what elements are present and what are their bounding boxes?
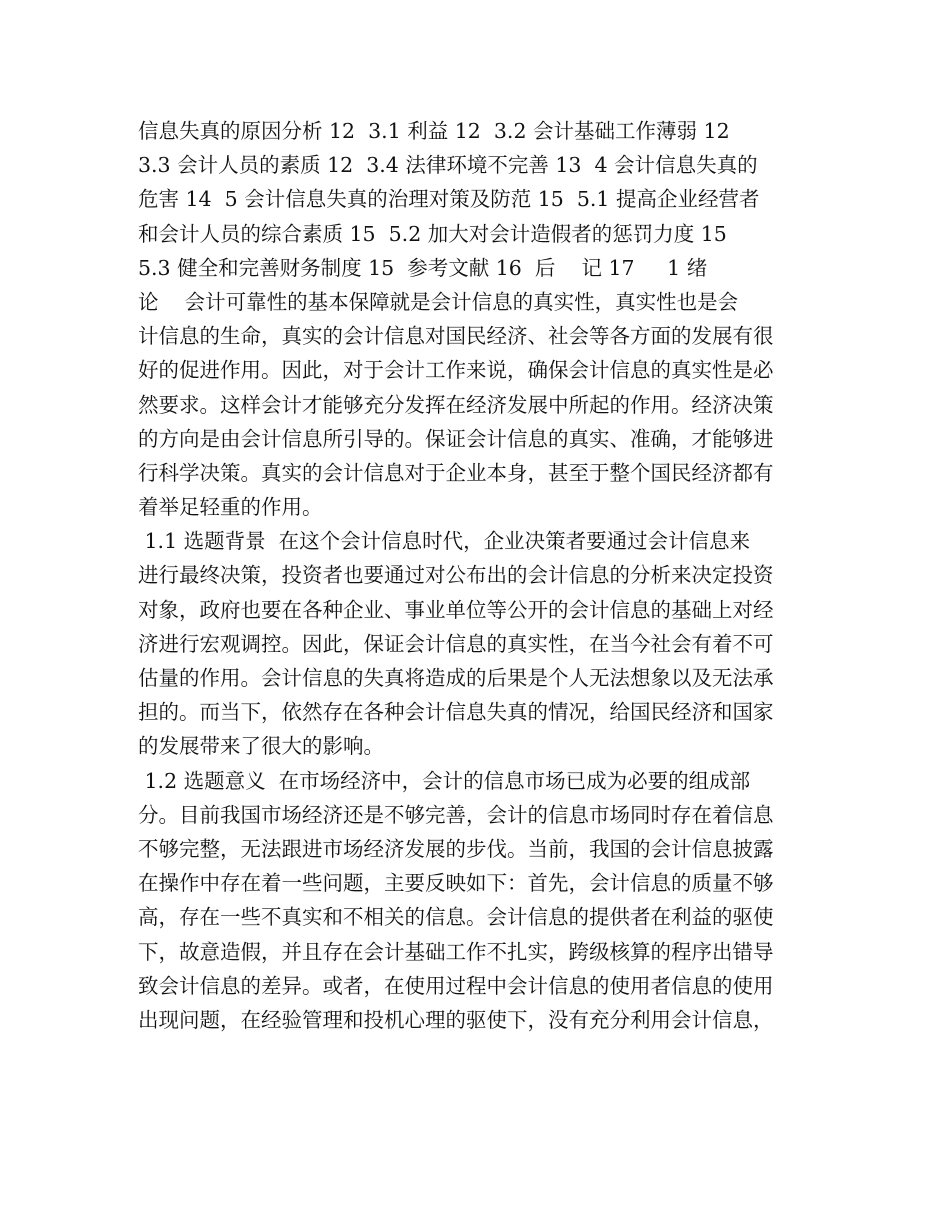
- document-body: [138, 114, 818, 1037]
- text-line: 在操作中存在着一些问题，主要反映如下：首先，会计信息的质量不够: [138, 871, 774, 896]
- text-line: 5.3 健全和完善财务制度 15 参考文献 16 后 记 17 1 绪: [138, 255, 708, 280]
- text-line: 估量的作用。会计信息的失真将造成的后果是个人无法想象以及无法承: [138, 666, 774, 690]
- text-line: 分。目前我国市场经济还是不够完善，会计的信息市场同时存在着信息: [138, 802, 774, 827]
- text-line: 好的促进作用。因此，对于会计工作来说，确保会计信息的真实性是必: [138, 358, 774, 383]
- text-line: 的方向是由会计信息所引导的。保证会计信息的真实、准确，才能够进: [138, 426, 774, 451]
- text-line: 3.3 会计人员的素质 12 3.4 法律环境不完善 13 4 会计信息失真的: [138, 153, 758, 178]
- text-line: 1.2 选题意义 在市场经济中，会计的信息市场已成为必要的组成部: [138, 768, 751, 793]
- text-line: 对象，政府也要在各种企业、事业单位等公开的会计信息的基础上对经: [138, 597, 774, 622]
- text-line: 1.1 选题背景 在这个会计信息时代，企业决策者要通过会计信息来: [138, 529, 751, 554]
- text-line: 然要求。这样会计才能够充分发挥在经济发展中所起的作用。经济决策: [138, 392, 774, 417]
- text-line: 和会计人员的综合素质 15 5.2 加大对会计造假者的惩罚力度 15: [138, 221, 727, 246]
- text-line: 济进行宏观调控。因此，保证会计信息的真实性，在当今社会有着不可: [138, 631, 774, 656]
- text-line: 危害 14 5 会计信息失真的治理对策及防范 15 5.1 提高企业经营者: [138, 187, 760, 212]
- text-line: 的发展带来了很大的影响。: [138, 734, 384, 759]
- text-line: 论 会计可靠性的基本保障就是会计信息的真实性，真实性也是会: [138, 289, 739, 314]
- text-line: 担的。而当下，依然存在各种会计信息失真的情况，给国民经济和国家: [138, 700, 774, 725]
- text-line: 进行最终决策，投资者也要通过对公布出的会计信息的分析来决定投资: [138, 563, 774, 588]
- text-line: 着举足轻重的作用。: [138, 495, 323, 520]
- text-line: 致会计信息的差异。或者，在使用过程中会计信息的使用者信息的使用: [138, 973, 774, 998]
- text-line: 高，存在一些不真实和不相关的信息。会计信息的提供者在利益的驱使: [138, 905, 774, 930]
- text-line: 行科学决策。真实的会计信息对于企业本身，甚至于整个国民经济都有: [138, 460, 774, 485]
- text-line: 出现问题，在经验管理和投机心理的驱使下，没有充分利用会计信息，: [138, 1007, 774, 1032]
- text-line: 计信息的生命，真实的会计信息对国民经济、社会等各方面的发展有很: [138, 324, 774, 349]
- text-line: 下，故意造假，并且存在会计基础工作不扎实，跨级核算的程序出错导: [138, 939, 774, 964]
- text-line: 不够完整，无法跟进市场经济发展的步伐。当前，我国的会计信息披露: [138, 836, 774, 861]
- text-line: 信息失真的原因分析 12 3.1 利益 12 3.2 会计基础工作薄弱 12: [138, 119, 730, 143]
